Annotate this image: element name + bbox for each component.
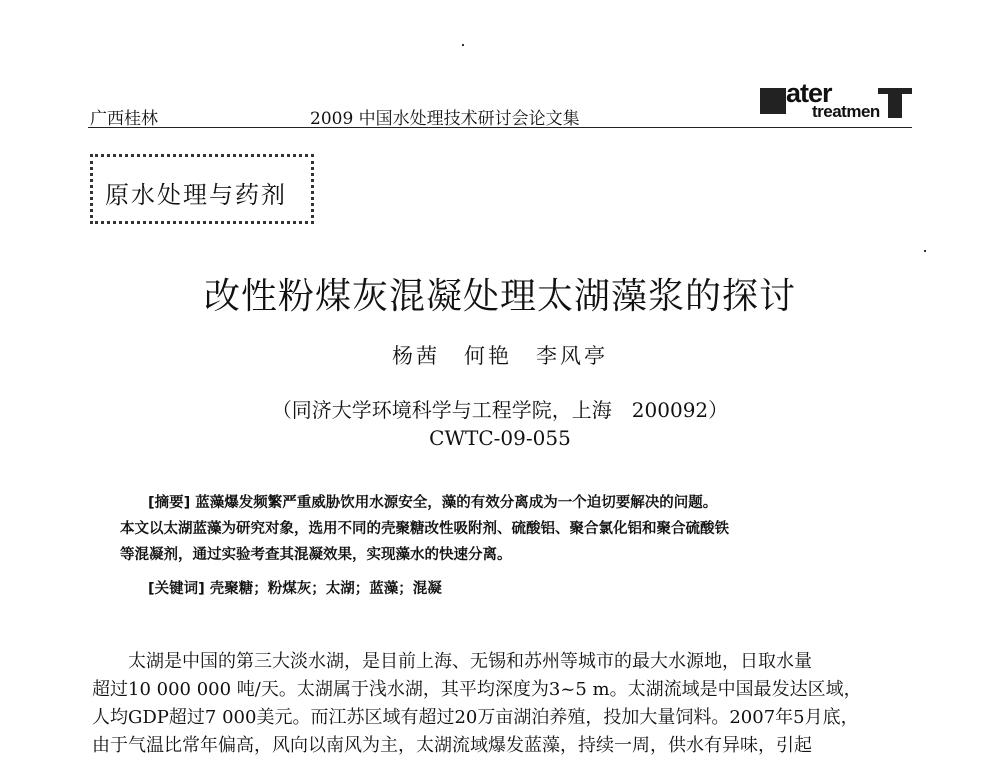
header-location: 广西桂林 <box>90 109 158 129</box>
logo-t-stem <box>888 94 902 118</box>
keywords: [关键词] 壳聚糖；粉煤灰；太湖；蓝藻；混凝 <box>148 581 442 597</box>
paper-code: CWTC-09-055 <box>429 426 571 450</box>
section-label: 原水处理与药剂 <box>105 181 287 209</box>
body-line: 人均GDP超过7 000美元。而江苏区域有超过20万亩湖泊养殖，投加大量饲料。2007年5月底， <box>92 707 859 728</box>
abstract-line: [摘要] 蓝藻爆发频繁严重威胁饮用水源安全，藻的有效分离成为一个迫切要解决的问题。 <box>148 495 718 511</box>
body-line: 太湖是中国的第三大淡水湖，是目前上海、无锡和苏州等城市的最大水源地，日取水量 <box>128 651 812 672</box>
scan-speck <box>924 250 926 252</box>
water-treatment-logo <box>760 78 912 128</box>
body-line: 由于气温比常年偏高，风向以南风为主，太湖流域爆发蓝藻，持续一周，供水有异味，引起 <box>92 735 812 756</box>
abstract-line: 本文以太湖蓝藻为研究对象，选用不同的壳聚糖改性吸附剂、硫酸铝、聚合氯化铝和聚合硫酸铁 <box>120 521 729 537</box>
section-label-box <box>90 154 314 224</box>
scan-speck <box>462 44 464 46</box>
paper-title: 改性粉煤灰混凝处理太湖藻浆的探讨 <box>203 276 796 317</box>
abstract-line: 等混凝剂，通过实验考查其混凝效果，实现藻水的快速分离。 <box>120 547 512 563</box>
paper-affiliation: （同济大学环境科学与工程学院，上海 200092） <box>271 398 729 422</box>
logo-w-mark <box>760 88 786 114</box>
header-proceedings-title: 2009 中国水处理技术研讨会论文集 <box>310 109 580 129</box>
body-line: 超过10 000 000 吨/天。太湖属于浅水湖，其平均深度为3~5 m。太湖流域是中国最发达区域， <box>92 679 862 700</box>
paper-authors: 杨茜 何艳 李风亭 <box>392 344 608 368</box>
logo-text-bottom: treatmen <box>812 102 880 121</box>
logo-text-top: ater <box>786 78 832 108</box>
